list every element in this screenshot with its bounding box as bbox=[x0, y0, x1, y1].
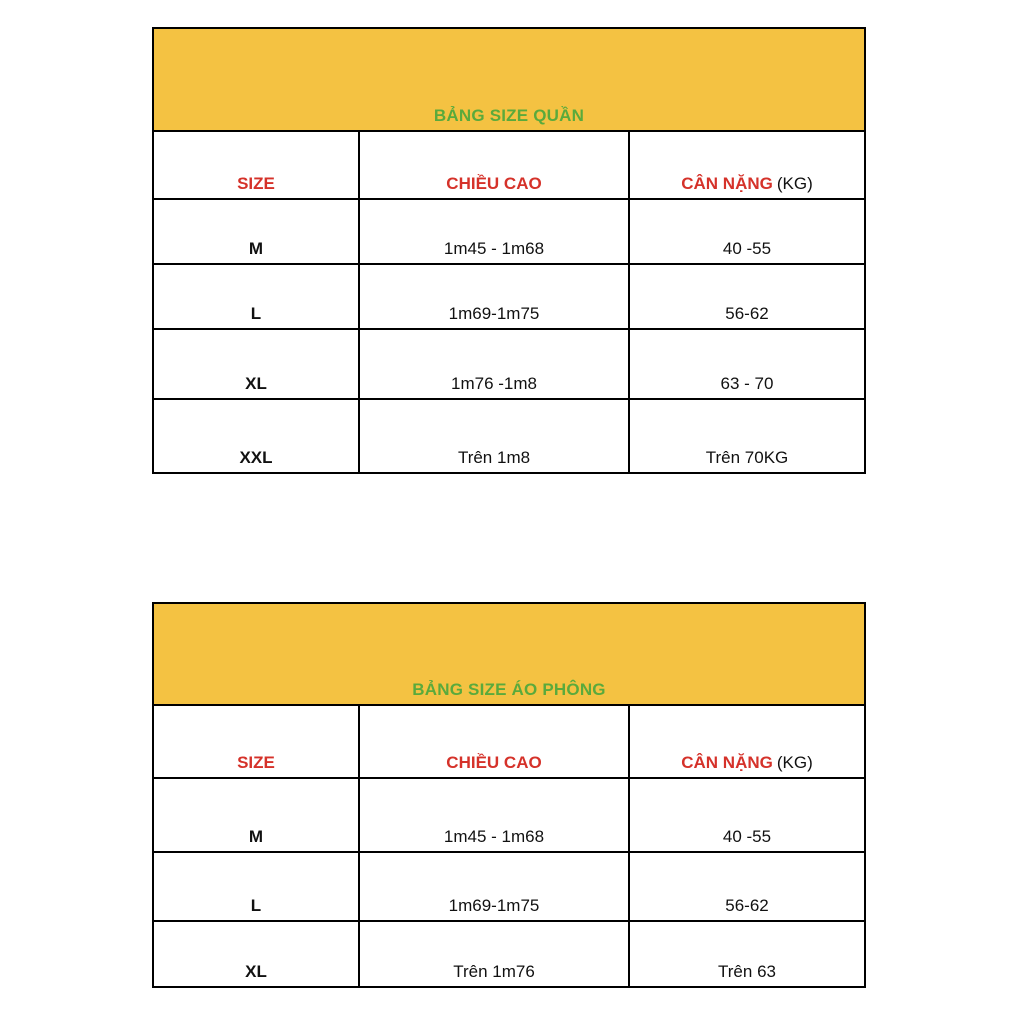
height-cell: 1m45 - 1m68 bbox=[360, 779, 630, 851]
size-cell: M bbox=[154, 779, 360, 851]
header-weight bbox=[630, 132, 864, 198]
header-row bbox=[154, 706, 864, 779]
height-cell: Trên 1m8 bbox=[360, 400, 630, 472]
weight-cell: 56-62 bbox=[725, 896, 769, 915]
header-weight bbox=[630, 706, 864, 777]
weight-cell: Trên 63 bbox=[718, 962, 776, 981]
size-cell: L bbox=[154, 853, 360, 920]
height-cell: 1m69-1m75 bbox=[360, 853, 630, 920]
weight-cell: Trên 70KG bbox=[705, 448, 789, 467]
size-table-trousers bbox=[152, 27, 866, 474]
header-size: SIZE bbox=[154, 132, 360, 198]
table-row bbox=[154, 400, 864, 472]
size-table-tshirt bbox=[152, 602, 866, 988]
size-cell: XL bbox=[154, 330, 360, 398]
size-cell: XL bbox=[154, 922, 360, 986]
header-size: SIZE bbox=[154, 706, 360, 777]
weight-cell: 56-62 bbox=[725, 304, 769, 323]
height-cell: 1m45 - 1m68 bbox=[360, 200, 630, 263]
height-cell: 1m76 -1m8 bbox=[360, 330, 630, 398]
table-row bbox=[154, 265, 864, 330]
weight-cell: 40 -55 bbox=[722, 239, 772, 258]
table-row bbox=[154, 779, 864, 853]
table-row bbox=[154, 200, 864, 265]
header-weight-unit: (KG) bbox=[776, 174, 813, 193]
header-height: CHIỀU CAO bbox=[360, 132, 630, 198]
table-row bbox=[154, 922, 864, 986]
weight-cell: 40 -55 bbox=[722, 827, 772, 846]
size-cell: L bbox=[154, 265, 360, 328]
header-weight-unit: (KG) bbox=[776, 753, 813, 772]
height-cell: Trên 1m76 bbox=[360, 922, 630, 986]
header-weight-label: CÂN NẶNG bbox=[681, 174, 773, 193]
header-weight-label: CÂN NẶNG bbox=[681, 753, 773, 772]
table-row bbox=[154, 330, 864, 400]
header-row bbox=[154, 132, 864, 200]
size-cell: M bbox=[154, 200, 360, 263]
table-title: BẢNG SIZE QUẦN bbox=[154, 29, 864, 132]
header-height: CHIỀU CAO bbox=[360, 706, 630, 777]
weight-cell: 63 - 70 bbox=[720, 374, 774, 393]
height-cell: 1m69-1m75 bbox=[360, 265, 630, 328]
table-row bbox=[154, 853, 864, 922]
size-cell: XXL bbox=[154, 400, 360, 472]
table-title: BẢNG SIZE ÁO PHÔNG bbox=[154, 604, 864, 706]
